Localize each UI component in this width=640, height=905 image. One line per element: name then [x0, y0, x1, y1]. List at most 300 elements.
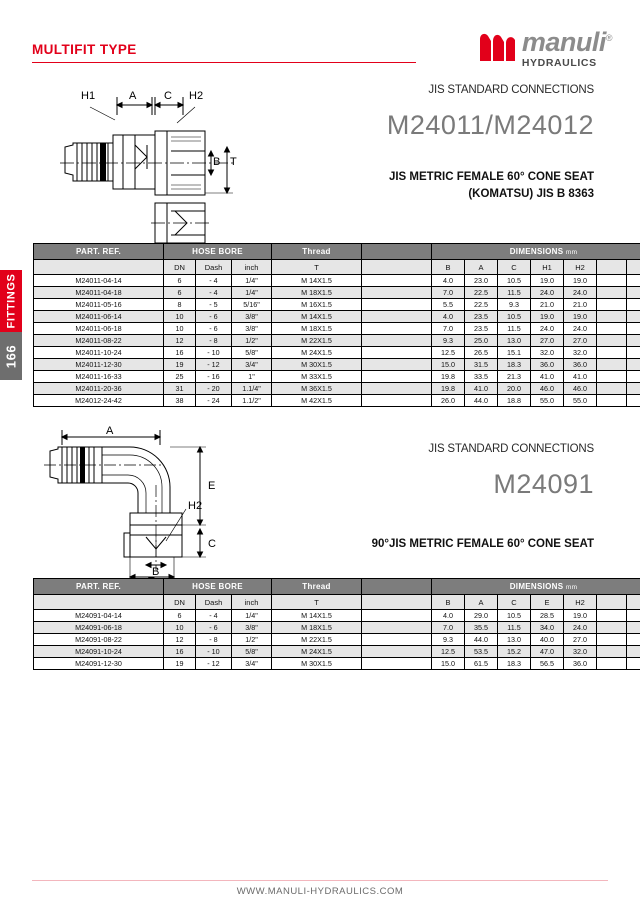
cell-value: 47.0 — [531, 646, 564, 658]
table-row[interactable] — [34, 299, 640, 311]
side-tab-page-label: 166 — [3, 344, 19, 368]
cell-value — [597, 347, 627, 359]
cell-value: 16 — [164, 347, 196, 359]
logo-word-label: manuli — [521, 27, 606, 57]
cell-value: - 12 — [196, 658, 232, 670]
table-row[interactable] — [34, 287, 640, 299]
cell-value: 12.5 — [432, 646, 465, 658]
cell-value: 15.0 — [432, 658, 465, 670]
cell-value: M 18X1.5 — [272, 622, 362, 634]
cell-value: 19 — [164, 359, 196, 371]
subheader-cell-c: C — [498, 595, 531, 610]
cell-value — [597, 371, 627, 383]
section-2-standard: JIS STANDARD CONNECTIONS — [428, 443, 594, 455]
group-header-part-ref: PART. REF. — [34, 579, 164, 595]
section-1-standard: JIS STANDARD CONNECTIONS — [428, 84, 594, 96]
side-tab-page — [0, 332, 22, 380]
cell-value: 11.5 — [498, 323, 531, 335]
section-1-spec-table — [33, 243, 640, 407]
subheader-cell-extra2 — [627, 595, 640, 610]
cell-value: 19.0 — [564, 311, 597, 323]
group-header-hose-bore: HOSE BORE — [164, 579, 272, 595]
cell-value: 22.5 — [465, 299, 498, 311]
drawing-label-h2: H2 — [188, 500, 203, 512]
cell-value — [362, 287, 432, 299]
cell-value: 56.5 — [531, 658, 564, 670]
cell-value — [362, 371, 432, 383]
subheader-cell-h1: H1 — [531, 260, 564, 275]
table-row[interactable] — [34, 383, 640, 395]
cell-value: 46.0 — [564, 383, 597, 395]
cell-value — [362, 610, 432, 622]
cell-value: 11.5 — [498, 622, 531, 634]
straight-fitting-cross-section-diagram — [55, 85, 240, 245]
subheader-cell-h2: H2 — [564, 595, 597, 610]
cell-value: M 14X1.5 — [272, 311, 362, 323]
cell-value — [597, 395, 627, 407]
cell-part-ref: M24011-10-24 — [34, 347, 164, 359]
cell-part-ref: M24011-05-16 — [34, 299, 164, 311]
footer-url: WWW.MANULI-HYDRAULICS.COM — [236, 886, 404, 897]
section-2-spec-table — [33, 578, 640, 670]
cell-value: 20.0 — [498, 383, 531, 395]
section-1-description-line2: (KOMATSU) JIS B 8363 — [468, 187, 594, 200]
group-header-hose-bore: HOSE BORE — [164, 244, 272, 260]
group-header-thread: Thread — [272, 244, 362, 260]
cell-value — [362, 335, 432, 347]
table-row[interactable] — [34, 610, 640, 622]
cell-value — [362, 359, 432, 371]
cell-value: 32.0 — [564, 646, 597, 658]
section-1-code: M24011/M24012 — [386, 110, 594, 140]
subheader-cell-b: B — [432, 595, 465, 610]
subheader-cell-a: A — [465, 260, 498, 275]
group-header-thread: Thread — [272, 579, 362, 595]
registered-trademark-icon: ® — [605, 33, 612, 43]
cell-value: M 18X1.5 — [272, 287, 362, 299]
table-group-header — [34, 244, 640, 260]
cell-value: 7.0 — [432, 622, 465, 634]
cell-value: 8 — [164, 299, 196, 311]
cell-value: 10.5 — [498, 610, 531, 622]
cell-value: - 12 — [196, 359, 232, 371]
cell-value: M 33X1.5 — [272, 371, 362, 383]
cell-value: 32.0 — [564, 347, 597, 359]
cell-value: 44.0 — [465, 395, 498, 407]
cell-value: 1.1/4" — [232, 383, 272, 395]
cell-value: 12 — [164, 335, 196, 347]
cell-part-ref: M24011-20-36 — [34, 383, 164, 395]
cell-value: M 14X1.5 — [272, 610, 362, 622]
group-header-dimensions-label: DIMENSIONS — [509, 582, 564, 591]
cell-value — [597, 610, 627, 622]
cell-value: 26.5 — [465, 347, 498, 359]
cell-value — [627, 646, 640, 658]
elbow-fitting-cross-section-diagram — [42, 425, 227, 585]
section-1-table-body — [34, 260, 640, 407]
subheader-cell — [34, 260, 164, 275]
cell-value: 22.5 — [465, 287, 498, 299]
cell-value: 35.5 — [465, 622, 498, 634]
cell-value: 36.0 — [531, 359, 564, 371]
cell-value: 19 — [164, 658, 196, 670]
cell-value: 11.5 — [498, 287, 531, 299]
cell-value: 41.0 — [531, 371, 564, 383]
table-row[interactable] — [34, 622, 640, 634]
cell-value: 4.0 — [432, 275, 465, 287]
cell-value: 6 — [164, 287, 196, 299]
group-header-dimensions — [432, 244, 640, 260]
footer-divider — [32, 880, 608, 881]
section-2-drawing — [42, 425, 227, 585]
cell-value — [627, 395, 640, 407]
cell-part-ref: M24091-12-30 — [34, 658, 164, 670]
cell-value: 12 — [164, 634, 196, 646]
cell-value — [362, 622, 432, 634]
cell-value: 5/8" — [232, 646, 272, 658]
subheader-cell-c: C — [498, 260, 531, 275]
group-header-dimensions-label: DIMENSIONS — [509, 247, 564, 256]
cell-value: 9.3 — [432, 634, 465, 646]
subheader-cell-dn: DN — [164, 260, 196, 275]
cell-value — [362, 634, 432, 646]
drawing-label-h1: H1 — [81, 90, 96, 102]
cell-value: 5.5 — [432, 299, 465, 311]
cell-value — [362, 275, 432, 287]
group-header-dimensions-unit: mm — [565, 584, 578, 591]
cell-value — [627, 658, 640, 670]
side-tab-category — [0, 270, 22, 332]
cell-value: 27.0 — [531, 335, 564, 347]
cell-value: 19.0 — [564, 610, 597, 622]
cell-value — [597, 359, 627, 371]
cell-value: M 14X1.5 — [272, 275, 362, 287]
cell-value: 6 — [164, 610, 196, 622]
cell-value — [627, 610, 640, 622]
cell-value: 16 — [164, 646, 196, 658]
section-1-description — [387, 169, 594, 202]
table-row[interactable] — [34, 347, 640, 359]
cell-value — [627, 371, 640, 383]
cell-value: 9.3 — [498, 299, 531, 311]
cell-value: 23.0 — [465, 275, 498, 287]
subheader-cell-inch: inch — [232, 595, 272, 610]
group-header-part-ref: PART. REF. — [34, 244, 164, 260]
drawing-label-c: C — [164, 90, 172, 102]
cell-value: 38 — [164, 395, 196, 407]
table-row[interactable] — [34, 359, 640, 371]
subheader-cell-dn: DN — [164, 595, 196, 610]
cell-value: 41.0 — [564, 371, 597, 383]
cell-value: 1/4" — [232, 287, 272, 299]
cell-value: 24.0 — [564, 622, 597, 634]
cell-value: - 6 — [196, 622, 232, 634]
cell-part-ref: M24091-04-14 — [34, 610, 164, 622]
side-tab-category-label: FITTINGS — [5, 273, 18, 329]
cell-value: - 4 — [196, 287, 232, 299]
cell-value: 5/16" — [232, 299, 272, 311]
logo-text — [521, 27, 612, 69]
cell-value: 5/8" — [232, 347, 272, 359]
cell-value — [362, 395, 432, 407]
subheader-cell-t: T — [272, 260, 362, 275]
subheader-cell-h2: H2 — [564, 260, 597, 275]
cell-value: 21.0 — [531, 299, 564, 311]
cell-value: 13.0 — [498, 335, 531, 347]
cell-value — [627, 299, 640, 311]
cell-value: M 30X1.5 — [272, 359, 362, 371]
cell-value — [362, 347, 432, 359]
cell-value — [627, 311, 640, 323]
subheader-cell-b: B — [432, 260, 465, 275]
cell-value — [627, 634, 640, 646]
cell-value: - 16 — [196, 371, 232, 383]
cell-value: 1/4" — [232, 610, 272, 622]
table-row[interactable] — [34, 395, 640, 407]
cell-value: 28.5 — [531, 610, 564, 622]
table-row[interactable] — [34, 311, 640, 323]
cell-value: 21.3 — [498, 371, 531, 383]
cell-value: 24.0 — [564, 323, 597, 335]
section-1-drawing — [55, 85, 240, 245]
subheader-cell-spacer — [362, 595, 432, 610]
cell-value: 9.3 — [432, 335, 465, 347]
cell-value — [362, 658, 432, 670]
cell-value — [597, 323, 627, 335]
cell-value: 55.0 — [564, 395, 597, 407]
cell-value: 10.5 — [498, 275, 531, 287]
cell-part-ref: M24091-06-18 — [34, 622, 164, 634]
cell-value: 7.0 — [432, 323, 465, 335]
cell-value — [597, 311, 627, 323]
cell-value: - 10 — [196, 646, 232, 658]
cell-value: 31 — [164, 383, 196, 395]
cell-part-ref: M24011-04-14 — [34, 275, 164, 287]
group-header-dimensions-unit: mm — [565, 249, 578, 256]
cell-value: 19.8 — [432, 383, 465, 395]
cell-part-ref: M24011-16-33 — [34, 371, 164, 383]
table-row[interactable] — [34, 646, 640, 658]
drawing-label-a: A — [106, 425, 114, 437]
section-2-description — [372, 536, 594, 553]
subheader-cell-extra1 — [597, 260, 627, 275]
table-row[interactable] — [34, 323, 640, 335]
cell-value — [627, 287, 640, 299]
cell-value: 13.0 — [498, 634, 531, 646]
table-row[interactable] — [34, 634, 640, 646]
cell-value: M 30X1.5 — [272, 658, 362, 670]
subheader-cell-extra1 — [597, 595, 627, 610]
subheader-cell-extra2 — [627, 260, 640, 275]
cell-value: 53.5 — [465, 646, 498, 658]
cell-value: M 24X1.5 — [272, 646, 362, 658]
cell-value: - 20 — [196, 383, 232, 395]
cell-value: - 24 — [196, 395, 232, 407]
table-row[interactable] — [34, 658, 640, 670]
cell-value — [597, 299, 627, 311]
subheader-cell-dash: Dash — [196, 260, 232, 275]
drawing-label-h2: H2 — [189, 90, 204, 102]
cell-value: 44.0 — [465, 634, 498, 646]
cell-value: 15.2 — [498, 646, 531, 658]
cell-value: 31.5 — [465, 359, 498, 371]
subheader-cell-e: E — [531, 595, 564, 610]
cell-value: 12.5 — [432, 347, 465, 359]
cell-value: 15.1 — [498, 347, 531, 359]
drawing-label-b: B — [213, 156, 221, 168]
cell-value: 27.0 — [564, 335, 597, 347]
cell-value — [362, 383, 432, 395]
logo-subtitle: HYDRAULICS — [521, 56, 597, 69]
cell-value: 3/8" — [232, 622, 272, 634]
cell-value: 10 — [164, 323, 196, 335]
cell-value: - 10 — [196, 347, 232, 359]
cell-part-ref: M24011-06-18 — [34, 323, 164, 335]
cell-value: M 42X1.5 — [272, 395, 362, 407]
drawing-label-t: T — [230, 156, 237, 168]
cell-value: 41.0 — [465, 383, 498, 395]
cell-value — [362, 323, 432, 335]
subheader-cell — [34, 595, 164, 610]
cell-part-ref: M24011-04-18 — [34, 287, 164, 299]
table-subheader-row — [34, 260, 640, 275]
cell-value: - 6 — [196, 311, 232, 323]
drawing-label-c: C — [208, 538, 216, 550]
cell-value: 4.0 — [432, 610, 465, 622]
cell-value — [597, 287, 627, 299]
cell-value: 26.0 — [432, 395, 465, 407]
table-row[interactable] — [34, 275, 640, 287]
section-2-table-wrap — [33, 578, 595, 670]
cell-value: 36.0 — [564, 658, 597, 670]
cell-value — [362, 311, 432, 323]
cell-value: 46.0 — [531, 383, 564, 395]
cell-value: 18.3 — [498, 359, 531, 371]
cell-value: M 22X1.5 — [272, 335, 362, 347]
cell-value: M 18X1.5 — [272, 323, 362, 335]
cell-value: 3/8" — [232, 311, 272, 323]
cell-part-ref: M24091-08-22 — [34, 634, 164, 646]
subheader-cell-spacer — [362, 260, 432, 275]
cell-value: 3/8" — [232, 323, 272, 335]
cell-value: M 22X1.5 — [272, 634, 362, 646]
cell-value: M 16X1.5 — [272, 299, 362, 311]
subheader-cell-dash: Dash — [196, 595, 232, 610]
cell-value: 18.3 — [498, 658, 531, 670]
cell-value — [597, 383, 627, 395]
section-2-code: M24091 — [493, 469, 594, 499]
table-row[interactable] — [34, 335, 640, 347]
cell-value: 24.0 — [531, 323, 564, 335]
cell-part-ref: M24091-10-24 — [34, 646, 164, 658]
cell-value: 10 — [164, 311, 196, 323]
group-header-dimensions — [432, 579, 640, 595]
cell-value: 19.8 — [432, 371, 465, 383]
cell-value: 34.0 — [531, 622, 564, 634]
cell-value: - 5 — [196, 299, 232, 311]
cell-value: 32.0 — [531, 347, 564, 359]
cell-value: 3/4" — [232, 359, 272, 371]
cell-value: 10.5 — [498, 311, 531, 323]
section-2-description-line1: 90°JIS METRIC FEMALE 60° CONE SEAT — [371, 538, 594, 550]
page-title: MULTIFIT TYPE — [32, 42, 137, 57]
cell-value: 18.8 — [498, 395, 531, 407]
subheader-cell-t: T — [272, 595, 362, 610]
cell-value: 24.0 — [531, 287, 564, 299]
page-header — [0, 18, 640, 68]
table-row[interactable] — [34, 371, 640, 383]
cell-value — [597, 622, 627, 634]
cell-value: - 8 — [196, 634, 232, 646]
cell-value — [627, 383, 640, 395]
cell-part-ref: M24011-12-30 — [34, 359, 164, 371]
cell-value: - 4 — [196, 610, 232, 622]
cell-value: 33.5 — [465, 371, 498, 383]
cell-value: - 4 — [196, 275, 232, 287]
cell-value: 23.5 — [465, 323, 498, 335]
cell-part-ref: M24011-06-14 — [34, 311, 164, 323]
table-subheader-row — [34, 595, 640, 610]
cell-value — [627, 323, 640, 335]
cell-value — [627, 275, 640, 287]
cell-value: 4.0 — [432, 311, 465, 323]
cell-value: 1/4" — [232, 275, 272, 287]
cell-value — [627, 622, 640, 634]
section-2-table-body — [34, 595, 640, 670]
cell-value: 19.0 — [564, 275, 597, 287]
drawing-label-e: E — [208, 480, 216, 492]
cell-value: 40.0 — [531, 634, 564, 646]
cell-value — [597, 634, 627, 646]
cell-value: 29.0 — [465, 610, 498, 622]
cell-value — [597, 658, 627, 670]
cell-value: 27.0 — [564, 634, 597, 646]
cell-part-ref: M24011-08-22 — [34, 335, 164, 347]
cell-value — [597, 275, 627, 287]
cell-value — [597, 646, 627, 658]
cell-value: 3/4" — [232, 658, 272, 670]
section-2-titles — [372, 443, 594, 553]
cell-value: 36.0 — [564, 359, 597, 371]
cell-value: - 6 — [196, 323, 232, 335]
cell-value: 1/2" — [232, 335, 272, 347]
cell-value: 1.1/2" — [232, 395, 272, 407]
cell-value: 25 — [164, 371, 196, 383]
cell-value: 7.0 — [432, 287, 465, 299]
logo-wordmark — [521, 27, 612, 57]
group-header-spacer — [362, 244, 432, 260]
cell-value: 10 — [164, 622, 196, 634]
cell-value: 61.5 — [465, 658, 498, 670]
cell-value: 19.0 — [531, 275, 564, 287]
section-1-table-wrap — [33, 243, 595, 407]
manuli-logo — [479, 27, 612, 70]
cell-value: 25.0 — [465, 335, 498, 347]
side-index-tab — [0, 270, 22, 380]
drawing-label-a: A — [129, 90, 137, 102]
cell-value — [627, 359, 640, 371]
subheader-cell-inch: inch — [232, 260, 272, 275]
cell-value: 21.0 — [564, 299, 597, 311]
cell-value — [597, 335, 627, 347]
manuli-m-mark-icon — [479, 32, 517, 62]
cell-value: 15.0 — [432, 359, 465, 371]
cell-value: 24.0 — [564, 287, 597, 299]
cell-value: 6 — [164, 275, 196, 287]
cell-value — [362, 646, 432, 658]
subheader-cell-a: A — [465, 595, 498, 610]
cell-value: 19.0 — [531, 311, 564, 323]
